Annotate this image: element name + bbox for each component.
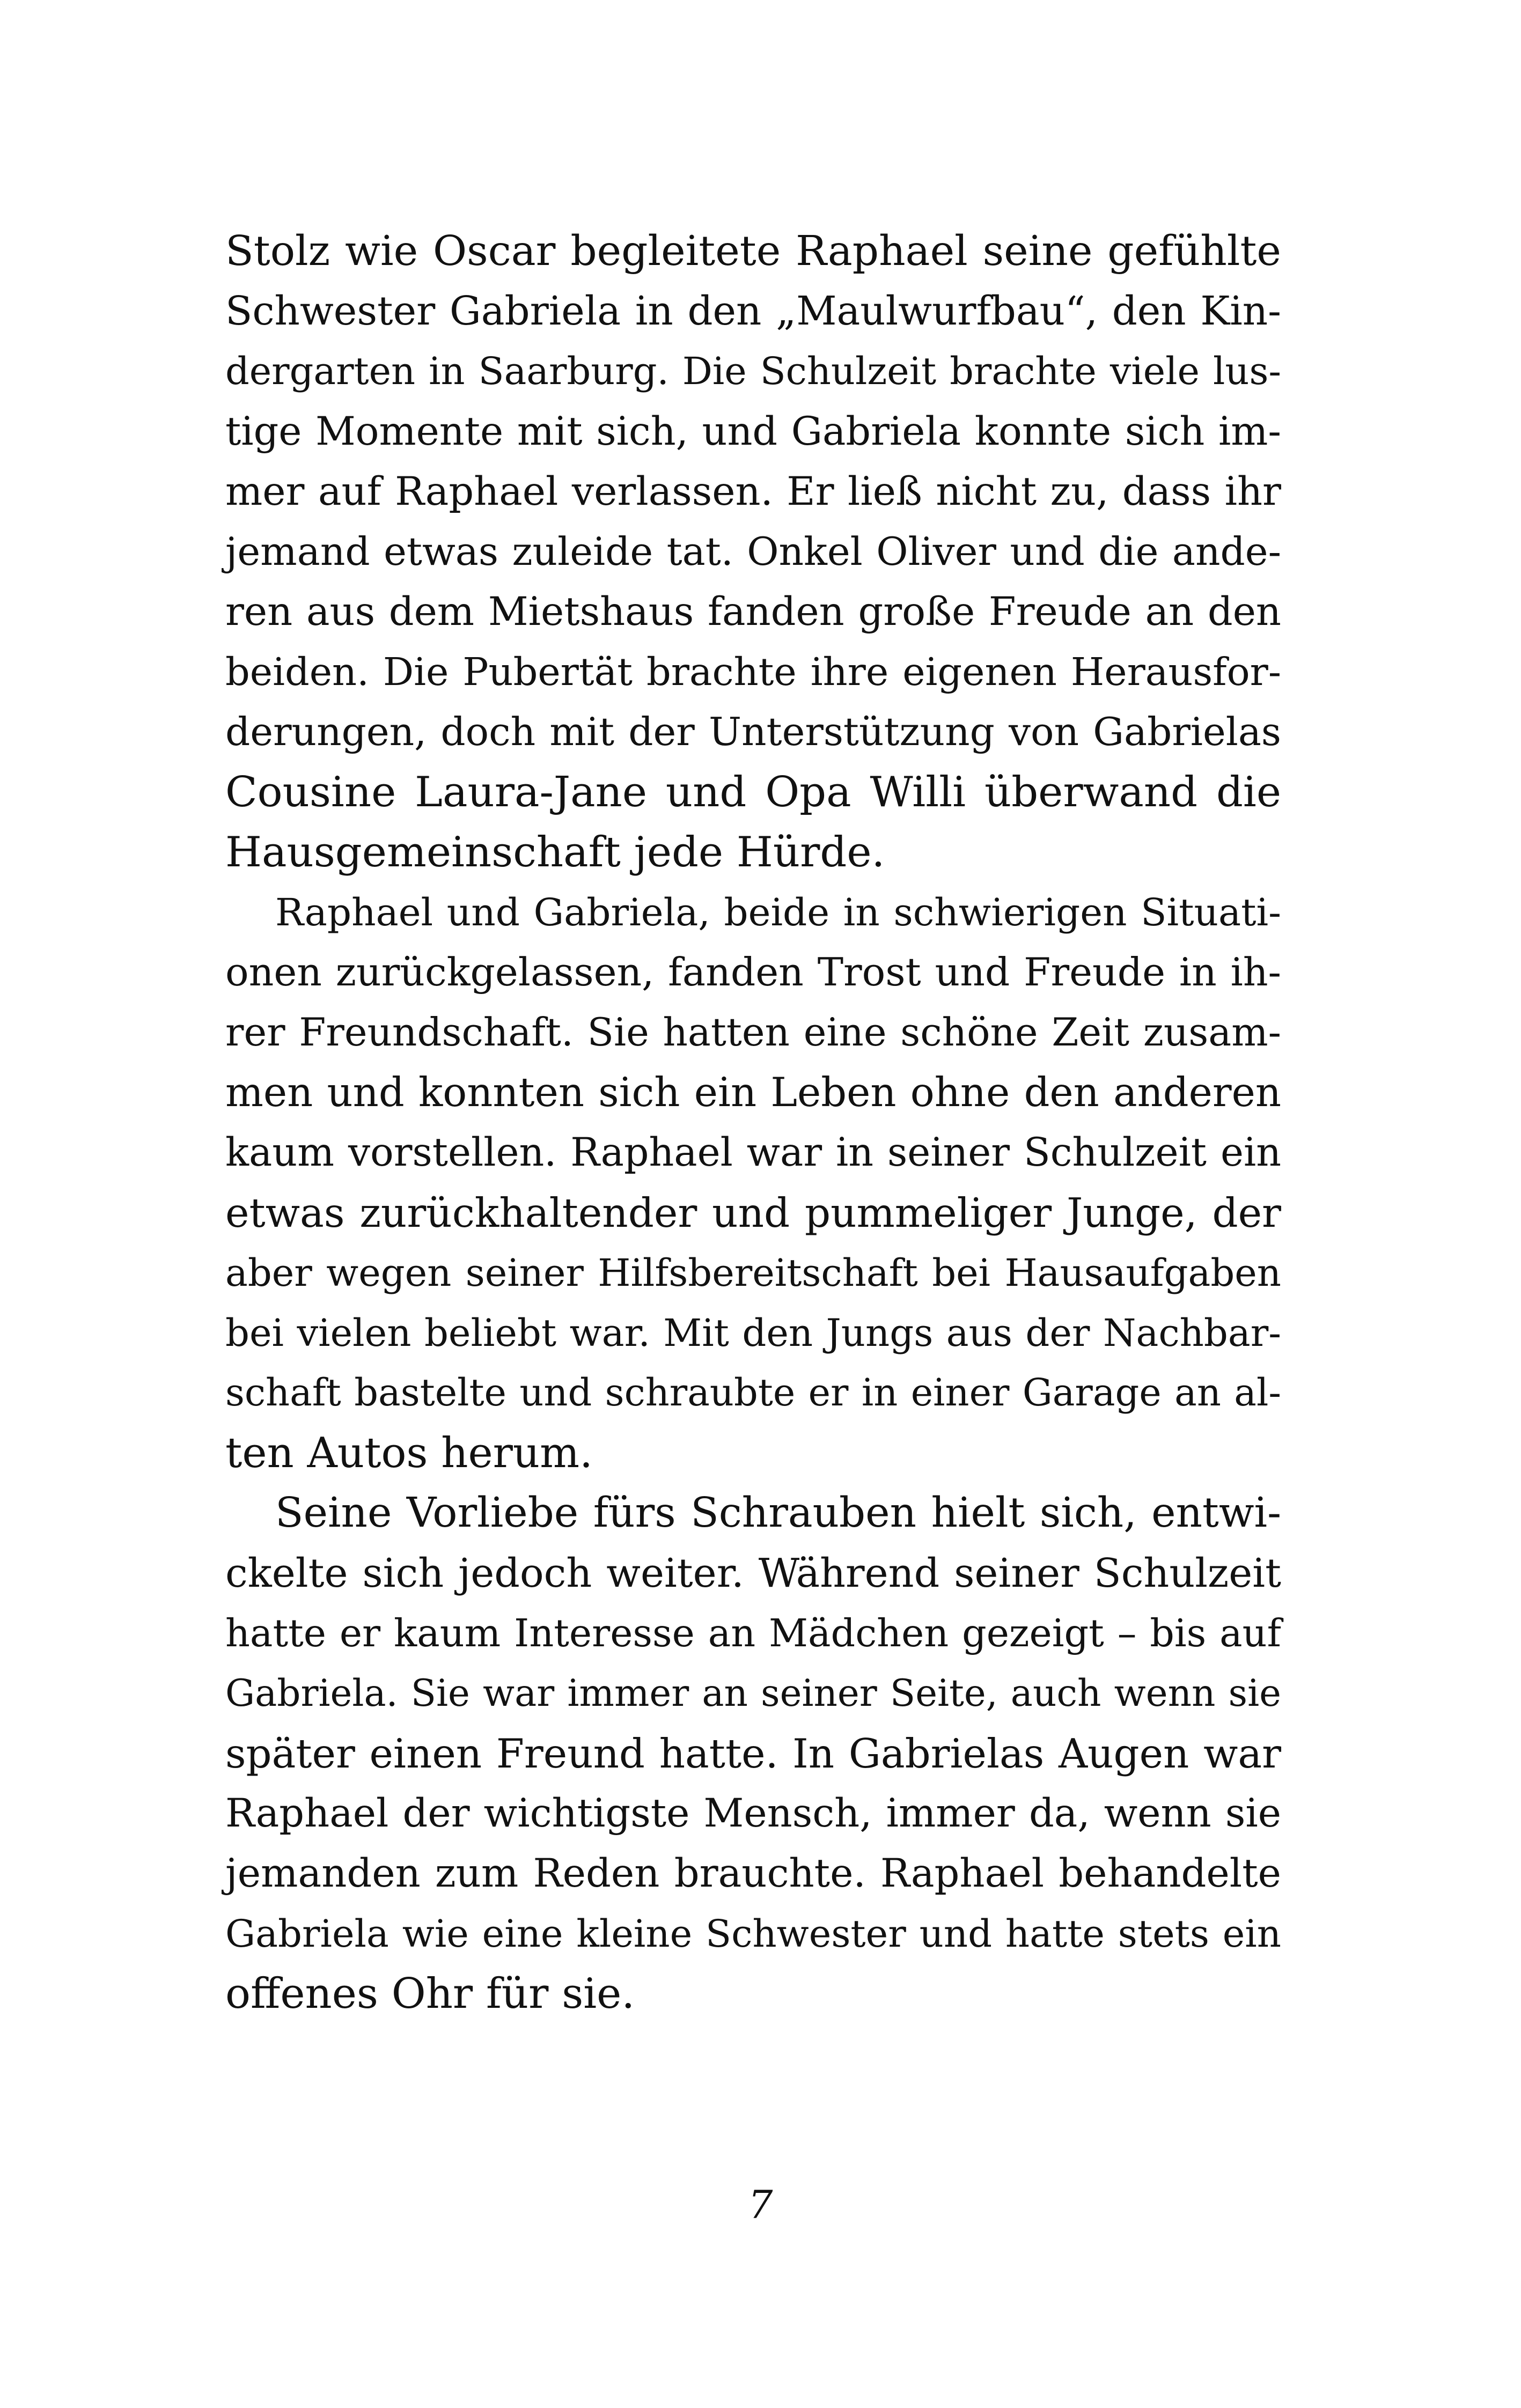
text-line: schaft bastelte und schraubte er in einer Garage an al- [225,1371,1281,1415]
text-line: Seine Vorliebe fürs Schrauben hielt sich, entwi- [275,1489,1281,1537]
text-line: bei vielen beliebt war. Mit den Jungs aus der Nachbar- [225,1311,1281,1355]
text-line: ren aus dem Mietshaus fanden große Freude an den [225,589,1281,635]
text-line: kaum vorstellen. Raphael war in seiner Schulzeit ein [225,1130,1281,1175]
page-number: 7 [748,2182,773,2227]
paragraph-2 [225,882,1281,1483]
text-line: Hausgemeinschaft jede Hürde. [225,828,885,877]
text-line: derungen, doch mit der Unterstützung von Gabrielas [225,710,1281,755]
text-line: aber wegen seiner Hilfsbereitschaft bei Hausaufgaben [225,1251,1281,1295]
paragraph-3 [225,1483,1281,2024]
text-line: hatte er kaum Interesse an Mädchen gezeigt – bis auf [225,1611,1281,1655]
body-text [225,222,1281,2024]
paragraph-1 [225,222,1281,882]
text-line: onen zurückgelassen, fanden Trost und Freude in ih- [225,950,1281,995]
text-line: ten Autos herum. [225,1429,593,1477]
text-line: später einen Freund hatte. In Gabrielas Augen war [225,1730,1281,1777]
text-line: Stolz wie Oscar begleitete Raphael seine gefühlte [225,227,1281,275]
text-line: Gabriela wie eine kleine Schwester und hatte stets ein [225,1912,1281,1956]
text-line: Schwester Gabriela in den „Maulwurfbau“, den Kin- [225,289,1281,334]
text-line: beiden. Die Pubertät brachte ihre eigenen Herausfor- [225,650,1281,694]
text-line: Gabriela. Sie war immer an seiner Seite, auch wenn sie [225,1672,1281,1715]
text-line: Cousine Laura-Jane und Opa Willi überwand die [225,768,1281,816]
text-line: rer Freundschaft. Sie hatten eine schöne Zeit zusam- [225,1010,1281,1055]
text-line: Raphael der wichtigste Mensch, immer da, wenn sie [225,1791,1281,1836]
text-line: Raphael und Gabriela, beide in schwierigen Situati- [275,890,1281,934]
text-line: offenes Ohr für sie. [225,1970,635,2018]
text-line: men und konnten sich ein Leben ohne den anderen [225,1069,1281,1116]
text-line: mer auf Raphael verlassen. Er ließ nicht zu, dass ihr [225,469,1281,514]
text-line: tige Momente mit sich, und Gabriela konnte sich im- [225,409,1281,454]
text-line: jemand etwas zuleide tat. Onkel Oliver und die ande- [225,529,1281,575]
text-line: etwas zurückhaltender und pummeliger Junge, der [225,1189,1281,1236]
text-line: jemanden zum Reden brauchte. Raphael behandelte [225,1851,1281,1896]
text-line: dergarten in Saarburg. Die Schulzeit brachte viele lus- [225,350,1281,393]
text-line: ckelte sich jedoch weiter. Während seiner Schulzeit [225,1550,1281,1596]
